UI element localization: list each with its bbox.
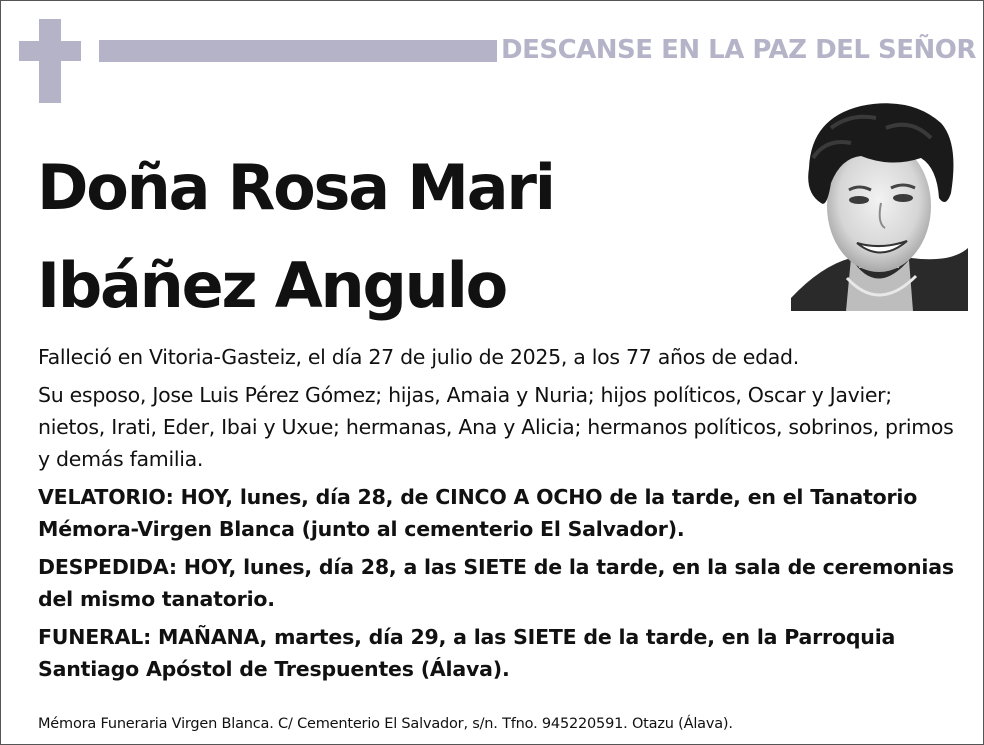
header-title: DESCANSE EN LA PAZ DEL SEÑOR [501,35,976,65]
portrait-photo-image [791,98,968,311]
family-list: Su esposo, Jose Luis Pérez Gómez; hijas, Amaia y Nuria; hijos políticos, Oscar y Javier; nietos, Irati, Eder, Ibai y Uxue; hermanas, Ana y Alicia; hermanos políticos, sobrinos, primos y demás familia. [38,383,954,471]
funeral-home-footer: Mémora Funeraria Virgen Blanca. C/ Cementerio El Salvador, s/n. Tfno. 945220591. Otazu (Álava). [38,716,733,732]
despedida-info: DESPEDIDA: HOY, lunes, día 28, a las SIETE de la tarde, en la sala de ceremonias del mismo tanatorio. [38,555,954,611]
portrait-photo [791,98,968,311]
death-statement: Falleció en Vitoria-Gasteiz, el día 27 de julio de 2025, a los 77 años de edad. [38,345,799,369]
obituary-body [38,341,958,691]
deceased-name-line1: Doña Rosa Mari [37,151,554,224]
velatorio-info: VELATORIO: HOY, lunes, día 28, de CINCO A OCHO de la tarde, en el Tanatorio Mémora-Virgen Blanca (junto al cementerio El Salvador). [38,485,918,541]
header-divider-bar [99,40,497,62]
funeral-info: FUNERAL: MAÑANA, martes, día 29, a las SIETE de la tarde, en la Parroquia Santiago Apóstol de Trespuentes (Álava). [38,625,896,681]
cross-icon-bar [19,41,81,61]
cross-icon [39,19,61,103]
deceased-name-line2: Ibáñez Angulo [37,249,507,322]
deceased-name [37,139,757,335]
